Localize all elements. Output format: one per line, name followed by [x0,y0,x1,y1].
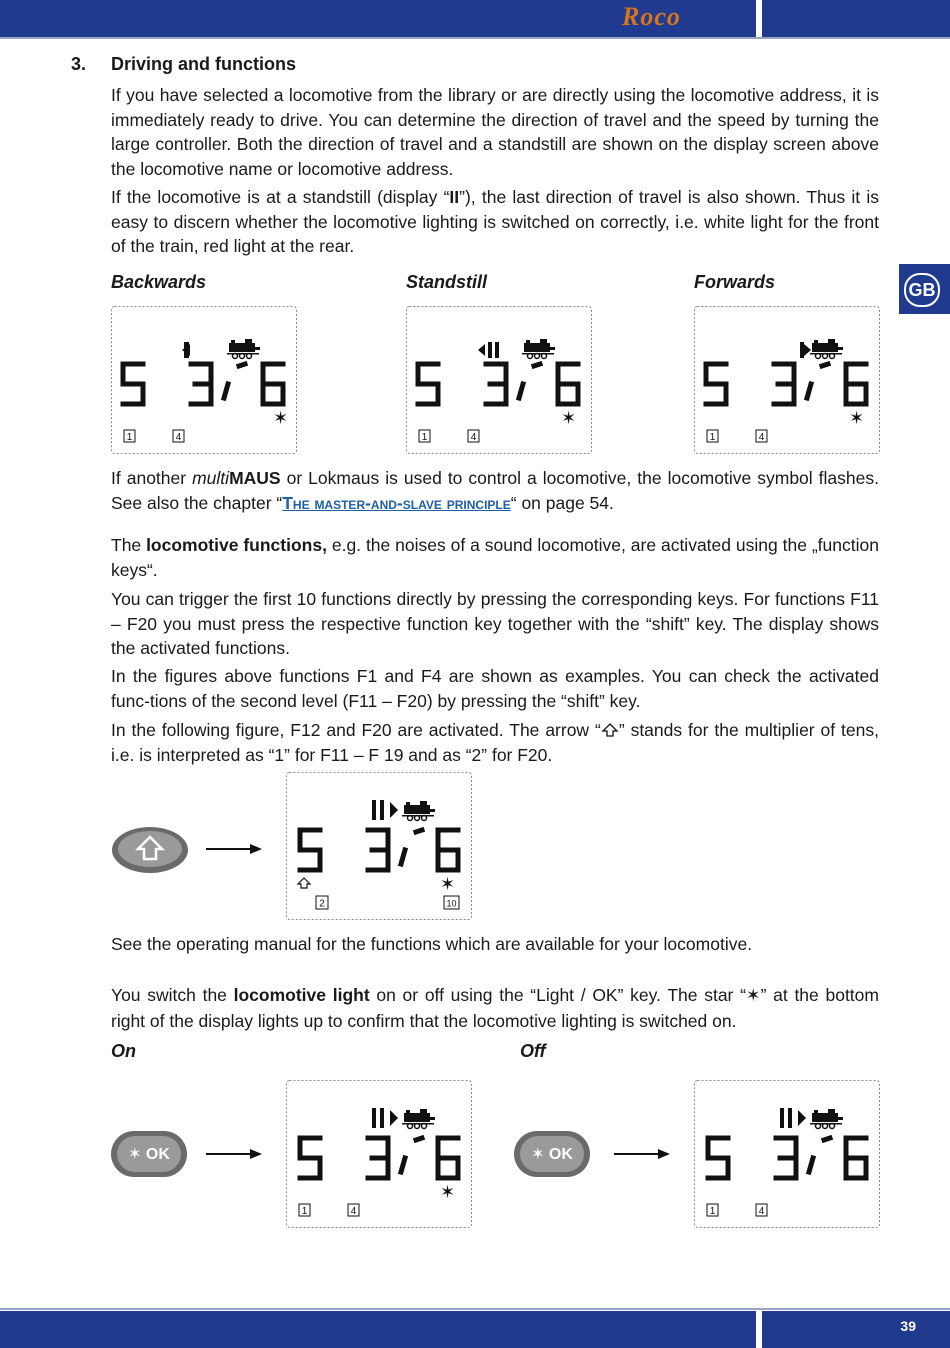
paragraph-9-text-a: You switch the [111,985,234,1005]
brand-multi: multi [192,468,230,488]
display-light-off [694,1080,880,1228]
roco-logo: Roco [622,2,681,31]
locomotive-icon [402,1109,435,1129]
paragraph-7 [111,718,879,767]
paragraph-5: You can trigger the first 10 functions directly by pressing the corresponding keys. For functions F11 – F20 you must press the respective function key together with the “shift” key. The display shows the activated functions. [111,589,879,658]
forwards-arrow-icon [390,802,398,818]
forwards-arrow-icon [804,344,811,356]
pause-bar-icon [372,800,376,820]
function-key-4: 4 [758,432,765,443]
light-ok-button-on[interactable] [111,1131,187,1177]
function-key-4: 4 [470,432,477,443]
paragraph-3-text-a: If another [111,468,193,488]
function-key-10: 10 [446,898,457,909]
function-key-1: 1 [709,1206,716,1217]
section-number: 3. [71,54,87,74]
pause-bar-icon [380,800,384,820]
display-standstill [406,306,592,454]
shift-arrow-icon [298,878,310,888]
right-arrow-icon [206,1146,262,1162]
locomotive-icon [402,801,435,821]
light-ok-button-face [520,1136,584,1172]
display-forwards [694,306,880,454]
footer-bar-right [762,1311,950,1348]
pause-bar-icon [495,342,499,358]
paragraph-9-text-c: ” at the bottom right of the display lights up to confirm that the locomotive lighting is switched on. [111,985,879,1031]
light-star-icon: ✶ [531,1144,545,1163]
ok-label: OK [145,1146,170,1163]
address-digits [706,364,866,404]
locomotive-icon [227,339,260,359]
language-tab-label: GB [904,273,940,307]
function-key-1: 1 [301,1206,308,1217]
caption-forwards: Forwards [694,272,776,292]
page-number: 39 [900,1318,916,1334]
forwards-bar-icon [800,342,804,358]
footer-rule [0,1308,950,1310]
pause-bar-icon [488,342,492,358]
display-light-on [286,1080,472,1228]
header-rule [0,37,950,39]
light-star-icon: ✶ [440,1182,456,1203]
function-key-1: 1 [421,432,428,443]
star-icon: ✶ [745,986,761,1006]
paragraph-4-text-b: e.g. the noises of a sound locomotive, are activated using the „function keys“. [111,535,879,580]
paragraph-3-text-b: or Lokmaus is used to control a locomotive, the locomotive symbol flashes. See also the chapter “ [111,468,879,513]
paragraph-1: If you have selected a locomotive from the library or are directly using the locomotive address, it is immediately ready to drive. You can determine the direction of travel and the speed by turning the large controller. Both the direction of travel and a standstill are shown on the display screen above the locomotive name or locomotive address. [111,85,879,179]
function-key-4: 4 [350,1206,357,1217]
locomotive-icon [522,339,555,359]
light-star-icon: ✶ [440,874,456,895]
caption-on: On [111,1041,136,1061]
footer-bar [0,1311,756,1348]
backwards-bar-icon [184,342,189,358]
locomotive-icon [810,1109,843,1129]
address-digits [300,1138,458,1178]
ok-label: OK [548,1146,573,1163]
master-slave-link[interactable]: The master-and-slave principle [282,492,511,513]
pause-bar-icon [372,1108,376,1128]
light-ok-button-off[interactable] [514,1131,590,1177]
section-title: Driving and functions [111,54,297,74]
paragraph-9-text-b: on or off using the “Light / OK” key. The star “ [369,985,746,1005]
light-star-icon: ✶ [849,408,865,429]
display-backwards [111,306,297,454]
function-key-4: 4 [758,1206,765,1217]
light-star-icon: ✶ [561,408,577,429]
paragraph-9 [111,983,879,1033]
address-digits [418,364,578,404]
language-tab[interactable] [899,264,950,314]
address-digits [708,1138,866,1178]
shift-key-button[interactable] [111,826,189,874]
light-star-icon: ✶ [128,1144,142,1163]
right-arrow-icon [614,1146,670,1162]
paragraph-9-bold: locomotive light [233,985,370,1005]
address-digits [123,364,283,404]
address-digits [300,830,458,870]
standstill-symbol-text: II [449,187,460,207]
right-arrow-icon [206,841,262,857]
paragraph-6: In the figures above functions F1 and F4 are shown as examples. You can check the activated func-tions of the second level (F11 – F20) by pressing the “shift” key. [111,666,879,711]
paragraph-2-text-a: If the locomotive is at a standstill (display “ [111,187,450,207]
forwards-arrow-icon [390,1110,398,1126]
brand-maus: MAUS [229,468,281,488]
function-key-2: 2 [319,898,325,910]
pause-bar-icon [780,1108,784,1128]
caption-backwards: Backwards [111,272,207,292]
paragraph-3-text-c: “ on page 54. [510,492,614,513]
paragraph-4-bold: locomotive functions, [146,535,327,555]
function-key-1: 1 [709,432,716,443]
function-key-4: 4 [175,432,182,443]
paragraph-7-text-a: In the following figure, F12 and F20 are activated. The arrow “ [111,720,601,740]
pause-bar-icon [788,1108,792,1128]
paragraph-2-text-b: ”), the last direction of travel is also shown. Thus it is easy to discern whether the locomotive lighting is switched on correctly, i.e. white light for the front of the train, red light at the rear. [111,187,880,256]
paragraph-7-text-b: ” stands for the multiplier of tens, i.e. is interpreted as “1” for F11 – F 19 and as “2” for F20. [111,720,879,765]
paragraph-2 [111,185,879,259]
paragraph-3 [111,466,879,515]
display-shift [286,772,472,920]
forwards-arrow-icon [798,1110,806,1126]
caption-standstill: Standstill [406,272,488,292]
function-key-1: 1 [126,432,133,443]
caption-off: Off [520,1041,546,1061]
backwards-arrow-icon [478,344,485,356]
locomotive-icon [810,339,843,359]
header-bar-right [762,0,950,37]
paragraph-8: See the operating manual for the functions which are available for your locomotive. [111,934,753,954]
pause-bar-icon [380,1108,384,1128]
light-ok-button-face [117,1136,181,1172]
paragraph-4 [111,533,879,582]
light-star-icon: ✶ [273,408,289,429]
paragraph-4-text-a: The [111,535,147,555]
shift-arrow-icon [601,722,619,738]
